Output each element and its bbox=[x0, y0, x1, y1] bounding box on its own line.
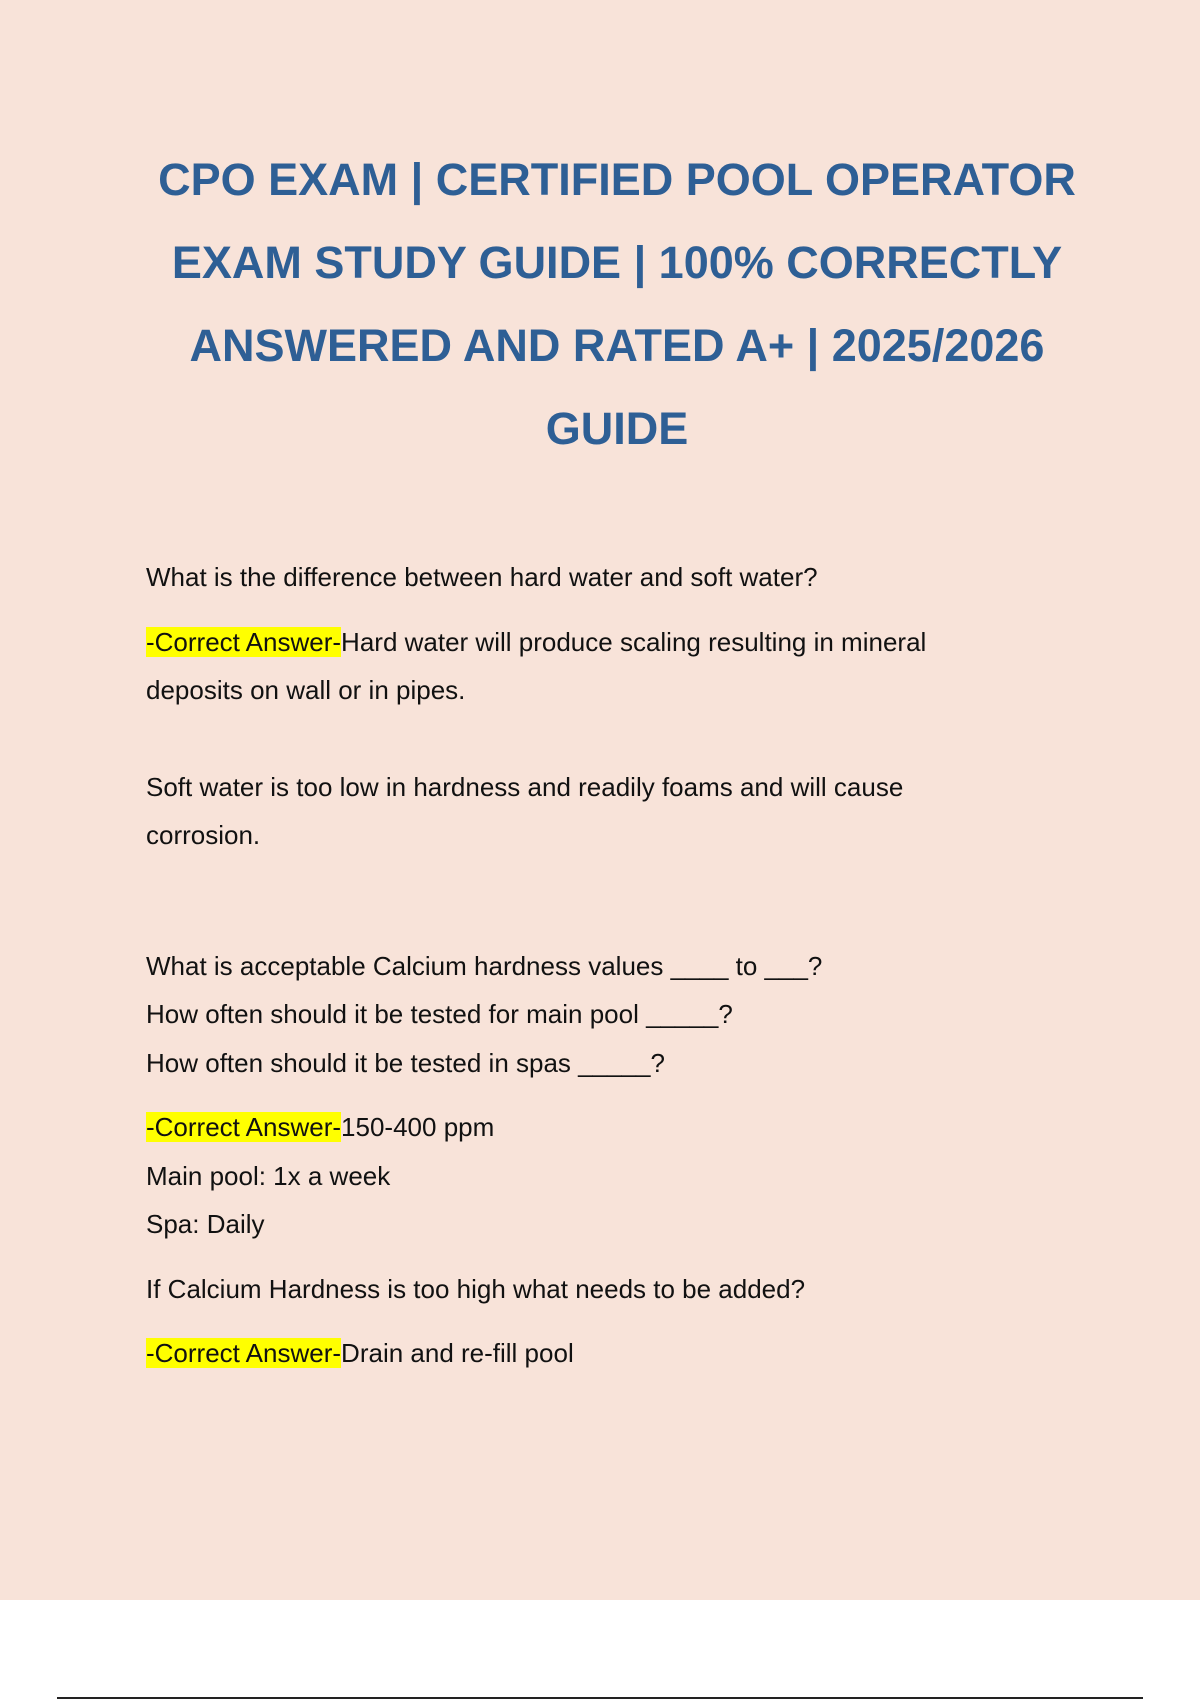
document-body bbox=[146, 553, 1046, 1378]
answer-3 bbox=[146, 1329, 1046, 1378]
answer-2 bbox=[146, 1103, 1046, 1152]
spacer bbox=[146, 1087, 1046, 1103]
spacer bbox=[146, 1249, 1046, 1265]
answer-1-extra-line-1: Soft water is too low in hardness and readily foams and will cause bbox=[146, 771, 904, 802]
spacer bbox=[146, 860, 1046, 942]
answer-1-line-2: deposits on wall or in pipes. bbox=[146, 675, 466, 705]
answer-2-line-1: 150-400 ppm bbox=[341, 1112, 495, 1142]
question-1: What is the difference between hard water and soft water? bbox=[146, 562, 818, 592]
answer-3-text: Drain and re-fill pool bbox=[341, 1338, 574, 1368]
question-2-line-3: How often should it be tested in spas _____? bbox=[146, 1047, 665, 1078]
answer-1-line-1: Hard water will produce scaling resulting in mineral bbox=[341, 626, 927, 657]
footer-divider bbox=[57, 1697, 1143, 1699]
spacer bbox=[146, 715, 1046, 763]
correct-answer-highlight: -Correct Answer- bbox=[146, 1338, 342, 1368]
document-title: CPO EXAM | CERTIFIED POOL OPERATOR EXAM STUDY GUIDE | 100% CORRECTLY ANSWERED AND RATED A+ | 2025/2026 GUIDE bbox=[158, 154, 1076, 454]
answer-1-extra-line-2: corrosion. bbox=[146, 820, 261, 850]
answer-1 bbox=[146, 618, 1046, 667]
question-2-line-1: What is acceptable Calcium hardness values ____ to ___? bbox=[146, 950, 823, 981]
question-2-line-2: How often should it be tested for main pool _____? bbox=[146, 999, 733, 1029]
spacer bbox=[146, 1313, 1046, 1329]
answer-2-line-3: Spa: Daily bbox=[146, 1209, 265, 1239]
question-3: If Calcium Hardness is too high what needs to be added? bbox=[146, 1273, 806, 1304]
correct-answer-highlight: -Correct Answer- bbox=[146, 1112, 342, 1142]
answer-2-line-2: Main pool: 1x a week bbox=[146, 1160, 391, 1191]
spacer bbox=[146, 602, 1046, 618]
correct-answer-highlight: -Correct Answer- bbox=[146, 626, 342, 657]
